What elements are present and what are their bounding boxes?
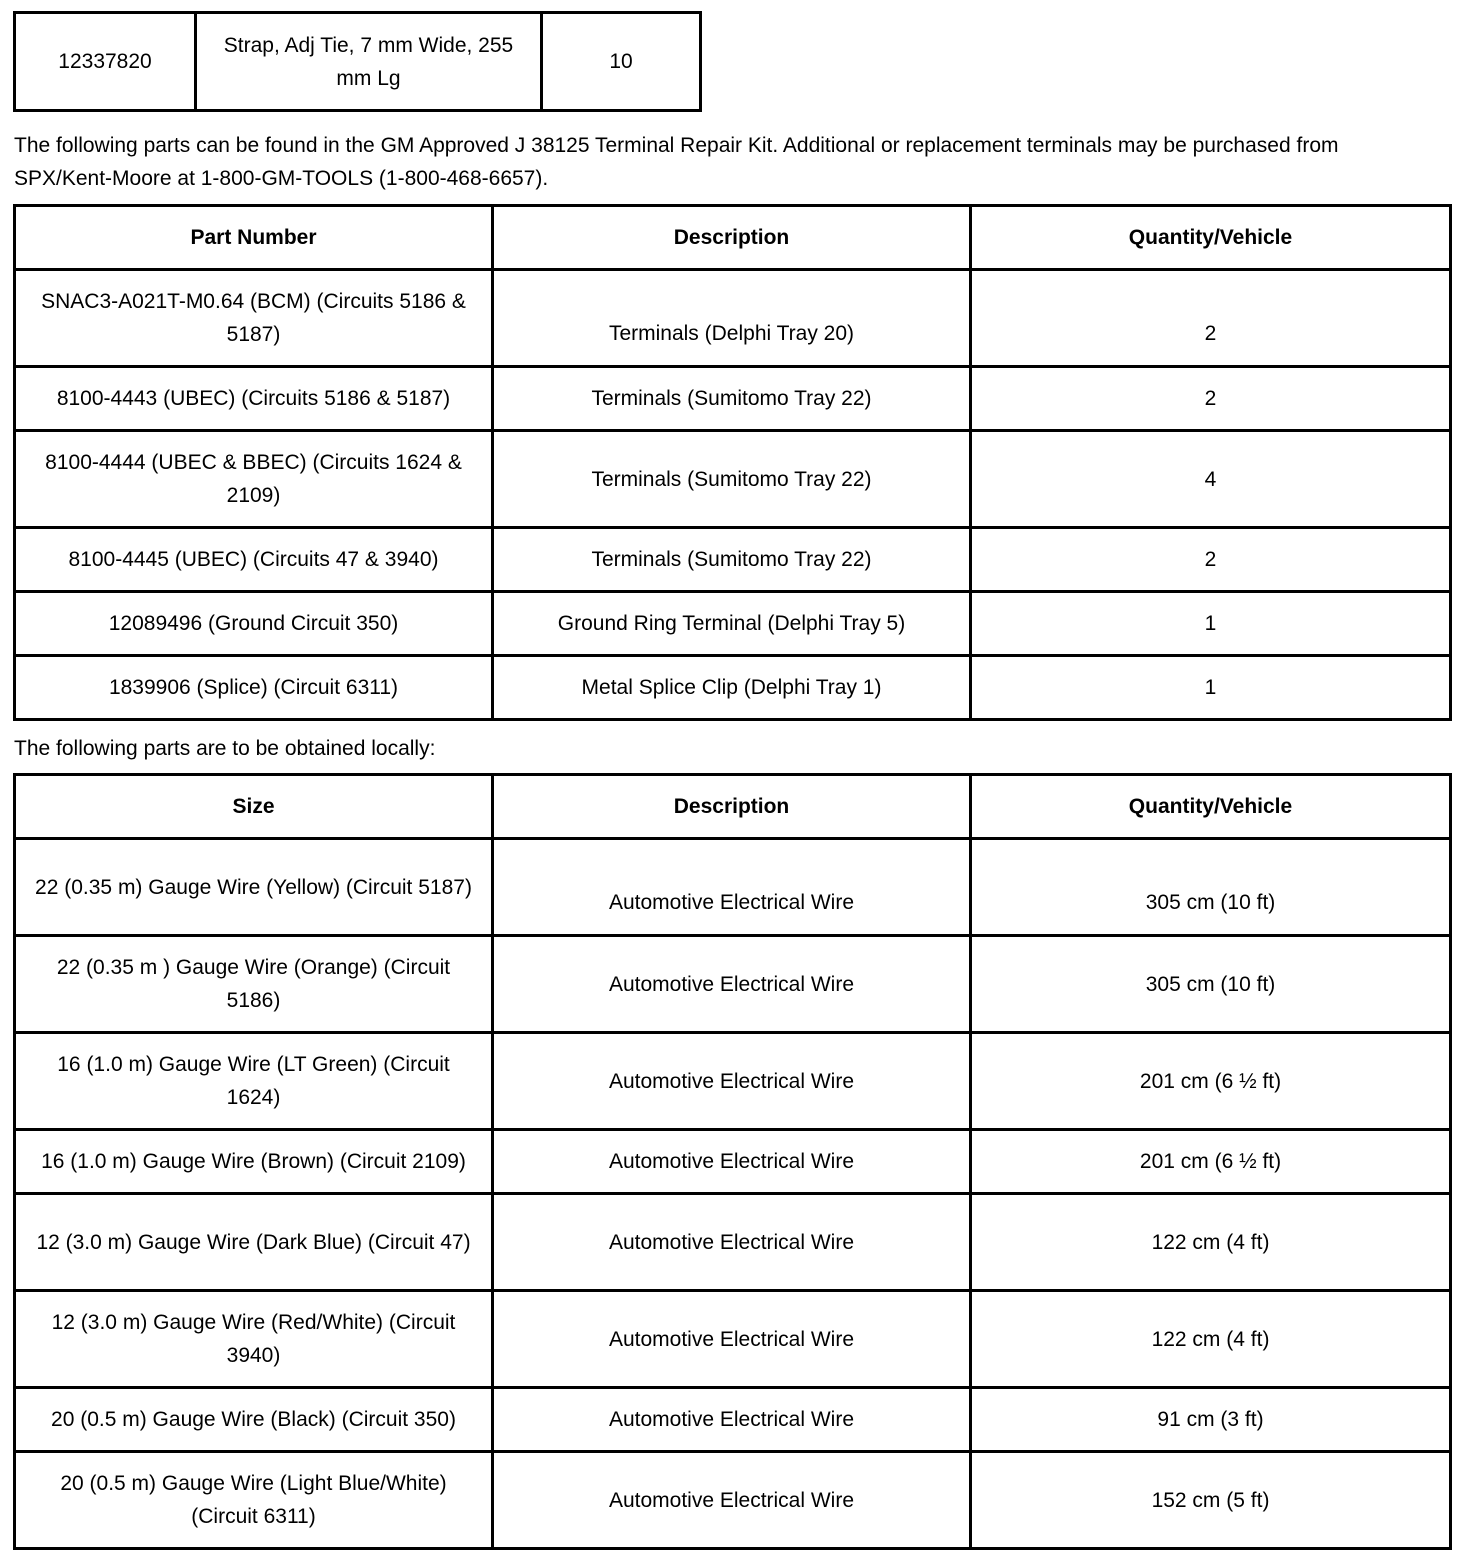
quantity-cell: 305 cm (10 ft) bbox=[971, 839, 1451, 936]
local-parts-intro: The following parts are to be obtained locally: bbox=[14, 737, 436, 760]
description-cell: Automotive Electrical Wire bbox=[493, 839, 971, 936]
quantity-cell: 122 cm (4 ft) bbox=[971, 1194, 1451, 1291]
column-header-description: Description bbox=[493, 206, 971, 270]
quantity-cell: 152 cm (5 ft) bbox=[971, 1452, 1451, 1549]
description-cell: Terminals (Sumitomo Tray 22) bbox=[493, 431, 971, 528]
table-row bbox=[15, 839, 1451, 936]
column-header-size: Size bbox=[15, 775, 493, 839]
size-cell: 20 (0.5 m) Gauge Wire (Black) (Circuit 350) bbox=[15, 1388, 493, 1452]
part-number-cell: SNAC3-A021T-M0.64 (BCM) (Circuits 5186 & 5187) bbox=[15, 270, 493, 367]
description-cell: Automotive Electrical Wire bbox=[493, 1130, 971, 1194]
part-number-cell: 1839906 (Splice) (Circuit 6311) bbox=[15, 656, 493, 720]
quantity-cell: 1 bbox=[971, 656, 1451, 720]
quantity-cell: 201 cm (6 ½ ft) bbox=[971, 1033, 1451, 1130]
description-cell: Automotive Electrical Wire bbox=[493, 1388, 971, 1452]
column-header-part-number: Part Number bbox=[15, 206, 493, 270]
table-row bbox=[15, 1452, 1451, 1549]
table-row bbox=[15, 1033, 1451, 1130]
size-cell: 22 (0.35 m) Gauge Wire (Yellow) (Circuit 5187) bbox=[15, 839, 493, 936]
description-cell: Ground Ring Terminal (Delphi Tray 5) bbox=[493, 592, 971, 656]
size-cell: 12 (3.0 m) Gauge Wire (Dark Blue) (Circuit 47) bbox=[15, 1194, 493, 1291]
size-cell: 20 (0.5 m) Gauge Wire (Light Blue/White) (Circuit 6311) bbox=[15, 1452, 493, 1549]
quantity-cell: 2 bbox=[971, 367, 1451, 431]
quantity-cell: 1 bbox=[971, 592, 1451, 656]
table-row bbox=[15, 431, 1451, 528]
part-number-cell: 8100-4444 (UBEC & BBEC) (Circuits 1624 & 2109) bbox=[15, 431, 493, 528]
description-cell: Strap, Adj Tie, 7 mm Wide, 255 mm Lg bbox=[196, 13, 542, 111]
size-cell: 16 (1.0 m) Gauge Wire (LT Green) (Circuit 1624) bbox=[15, 1033, 493, 1130]
description-cell: Automotive Electrical Wire bbox=[493, 936, 971, 1033]
local-parts-table bbox=[13, 773, 1452, 1550]
description-cell: Terminals (Delphi Tray 20) bbox=[493, 270, 971, 367]
description-cell: Terminals (Sumitomo Tray 22) bbox=[493, 367, 971, 431]
table-row bbox=[15, 656, 1451, 720]
description-cell: Metal Splice Clip (Delphi Tray 1) bbox=[493, 656, 971, 720]
description-cell: Automotive Electrical Wire bbox=[493, 1033, 971, 1130]
quantity-cell: 10 bbox=[542, 13, 701, 111]
table-row bbox=[15, 13, 701, 111]
terminal-repair-kit-table bbox=[13, 204, 1452, 721]
description-cell: Automotive Electrical Wire bbox=[493, 1452, 971, 1549]
column-header-quantity: Quantity/Vehicle bbox=[971, 206, 1451, 270]
table-row bbox=[15, 1194, 1451, 1291]
part-number-cell: 8100-4445 (UBEC) (Circuits 47 & 3940) bbox=[15, 528, 493, 592]
size-cell: 12 (3.0 m) Gauge Wire (Red/White) (Circuit 3940) bbox=[15, 1291, 493, 1388]
quantity-cell: 91 cm (3 ft) bbox=[971, 1388, 1451, 1452]
quantity-cell: 122 cm (4 ft) bbox=[971, 1291, 1451, 1388]
kit-intro-paragraph: The following parts can be found in the GM Approved J 38125 Terminal Repair Kit. Additional or replacement terminals may be purchased from SPX/Kent-Moore at 1-800-GM-TOOLS (1-800-468-6657). bbox=[14, 134, 1339, 190]
column-header-quantity: Quantity/Vehicle bbox=[971, 775, 1451, 839]
quantity-cell: 201 cm (6 ½ ft) bbox=[971, 1130, 1451, 1194]
table-row bbox=[15, 367, 1451, 431]
quantity-cell: 305 cm (10 ft) bbox=[971, 936, 1451, 1033]
description-cell: Automotive Electrical Wire bbox=[493, 1194, 971, 1291]
description-cell: Automotive Electrical Wire bbox=[493, 1291, 971, 1388]
part-number-cell: 12337820 bbox=[15, 13, 196, 111]
column-header-description: Description bbox=[493, 775, 971, 839]
table-row bbox=[15, 270, 1451, 367]
quantity-cell: 2 bbox=[971, 528, 1451, 592]
description-cell: Terminals (Sumitomo Tray 22) bbox=[493, 528, 971, 592]
table-row bbox=[15, 1130, 1451, 1194]
table-row bbox=[15, 592, 1451, 656]
quantity-cell: 2 bbox=[971, 270, 1451, 367]
size-cell: 22 (0.35 m ) Gauge Wire (Orange) (Circuit 5186) bbox=[15, 936, 493, 1033]
table-row bbox=[15, 1388, 1451, 1452]
part-number-cell: 12089496 (Ground Circuit 350) bbox=[15, 592, 493, 656]
quantity-cell: 4 bbox=[971, 431, 1451, 528]
table-row bbox=[15, 1291, 1451, 1388]
tie-strap-table bbox=[13, 11, 702, 112]
size-cell: 16 (1.0 m) Gauge Wire (Brown) (Circuit 2109) bbox=[15, 1130, 493, 1194]
table-row bbox=[15, 936, 1451, 1033]
header-row bbox=[15, 775, 1451, 839]
table-row bbox=[15, 528, 1451, 592]
header-row bbox=[15, 206, 1451, 270]
part-number-cell: 8100-4443 (UBEC) (Circuits 5186 & 5187) bbox=[15, 367, 493, 431]
